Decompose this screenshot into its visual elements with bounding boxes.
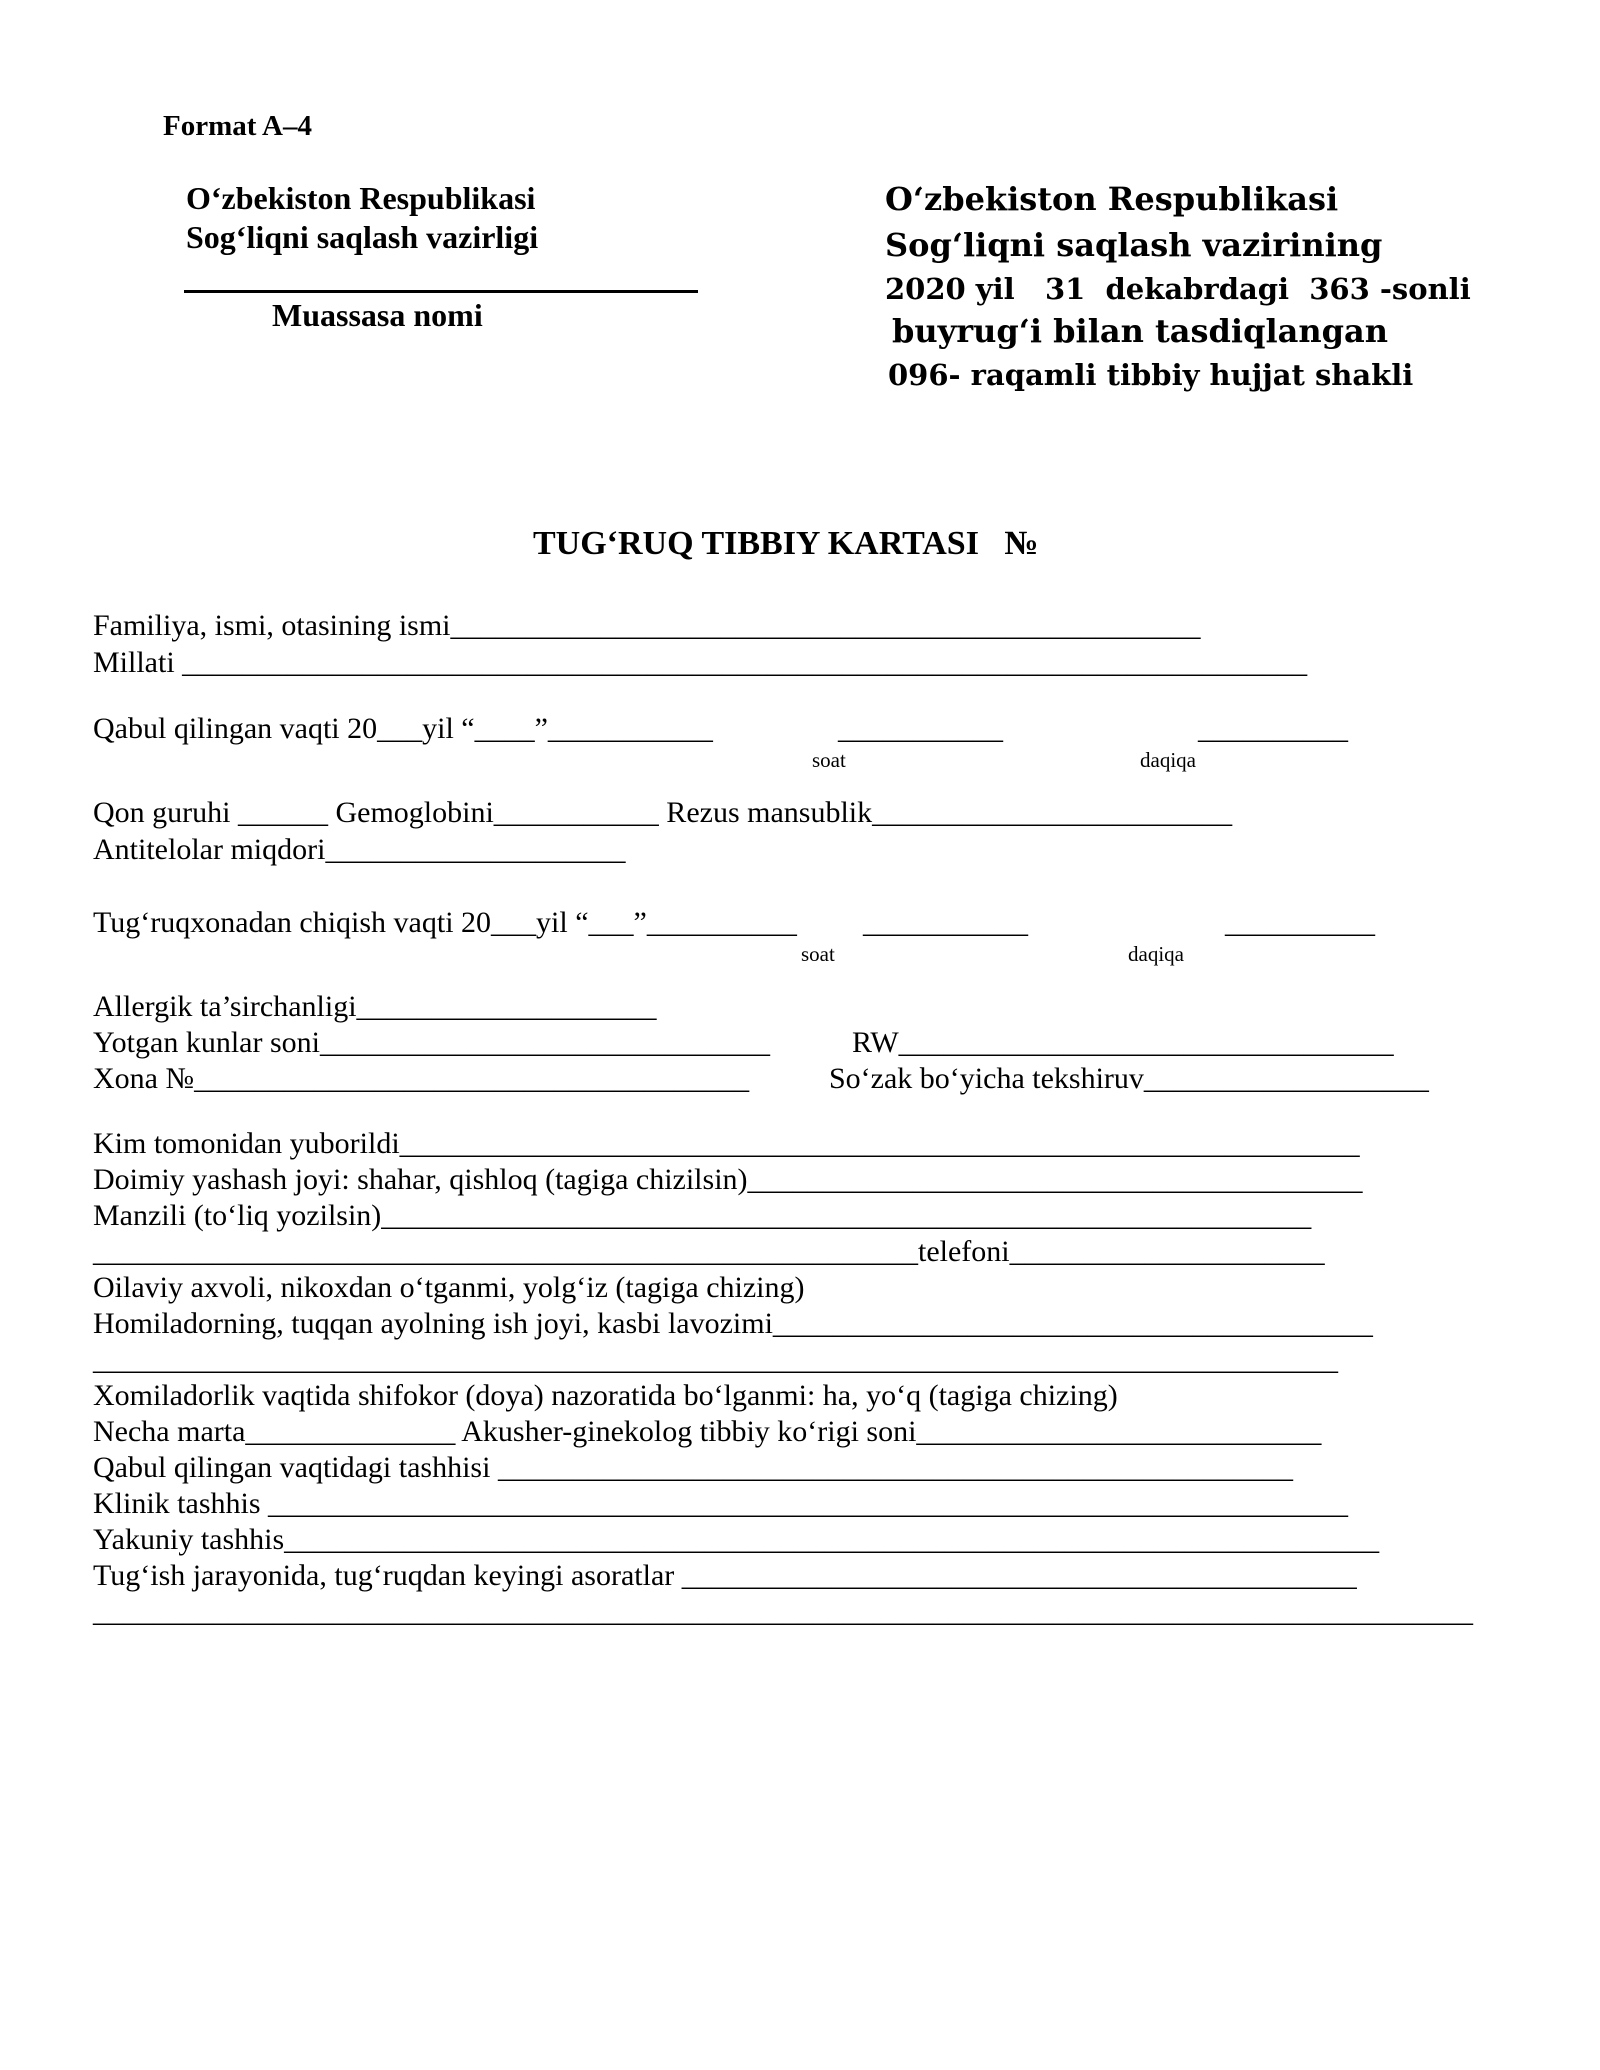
admission-diagnosis-field[interactable]: Qabul qilingan vaqtidagi tashhisi _____________________________________________________	[93, 1451, 1293, 1484]
admission-minute-caption: daqiqa	[1140, 748, 1196, 772]
discharge-hour-caption: soat	[801, 942, 835, 966]
workplace-continuation-field[interactable]: ___________________________________________________________________________________	[93, 1343, 1338, 1376]
admission-hour-field[interactable]: ___________	[838, 712, 1003, 745]
admission-minute-field[interactable]: __________	[1198, 712, 1348, 745]
discharge-minute-field[interactable]: __________	[1225, 906, 1375, 939]
blood-group-field[interactable]: Qon guruhi ______ Gemoglobini___________ Rezus mansublik________________________	[93, 796, 1233, 829]
admission-time-field[interactable]: Qabul qilingan vaqti 20___yil “____”___________	[93, 712, 713, 745]
institution-name-line[interactable]	[184, 290, 698, 293]
address-continuation-field[interactable]: _______________________________________________________telefoni_____________________	[93, 1235, 1325, 1268]
marital-status-line[interactable]: Oilaviy axvoli, nikoxdan o‘tganmi, yolg‘iz (tagiga chizing)	[93, 1271, 805, 1304]
document-title: TUG‘RUQ TIBBIY KARTASI №	[533, 525, 1039, 562]
workplace-field[interactable]: Homiladorning, tuqqan ayolning ish joyi, kasbi lavozimi________________________________________	[93, 1307, 1373, 1340]
right-header-line1: O‘zbekiston Respublikasi	[885, 180, 1339, 218]
admission-hour-caption: soat	[812, 748, 846, 772]
urine-test-field[interactable]: So‘zak bo‘yicha tekshiruv___________________	[829, 1062, 1429, 1095]
nationality-field[interactable]: Millati ___________________________________________________________________________	[93, 646, 1308, 679]
right-header-line5: 096- raqamli tibbiy hujjat shakli	[888, 358, 1414, 392]
prenatal-supervision-line[interactable]: Xomiladorlik vaqtida shifokor (doya) nazoratida bo‘lganmi: ha, yo‘q (tagiga chizing)	[93, 1379, 1118, 1412]
discharge-hour-field[interactable]: ___________	[863, 906, 1028, 939]
right-header-line3: 2020 yil 31 dekabrdagi 363 -sonli	[885, 272, 1471, 306]
institution-caption: Muassasa nomi	[272, 297, 483, 333]
discharge-time-field[interactable]: Tug‘ruqxonadan chiqish vaqti 20___yil “___”__________	[93, 906, 797, 939]
left-header-line1: O‘zbekiston Respublikasi	[186, 180, 536, 216]
room-field[interactable]: Xona №_____________________________________	[93, 1062, 750, 1095]
bed-days-field[interactable]: Yotgan kunlar soni______________________________	[93, 1026, 770, 1059]
visits-field[interactable]: Necha marta______________ Akusher-ginekolog tibbiy ko‘rigi soni___________________________	[93, 1415, 1322, 1448]
right-header-line2: Sog‘liqni saqlash vazirining	[885, 226, 1383, 264]
antibodies-field[interactable]: Antitelolar miqdori____________________	[93, 833, 626, 866]
complications-field[interactable]: Tug‘ish jarayonida, tug‘ruqdan keyingi asoratlar _____________________________________________	[93, 1559, 1357, 1592]
rw-field[interactable]: RW_________________________________	[852, 1026, 1394, 1059]
residence-field[interactable]: Doimiy yashash joyi: shahar, qishloq (tagiga chizilsin)_________________________________________	[93, 1163, 1363, 1196]
address-field[interactable]: Manzili (to‘liq yozilsin)______________________________________________________________	[93, 1199, 1312, 1232]
left-header-line2: Sog‘liqni saqlash vazirligi	[186, 219, 539, 255]
final-diagnosis-field[interactable]: Yakuniy tashhis_________________________________________________________________________	[93, 1523, 1380, 1556]
clinical-diagnosis-field[interactable]: Klinik tashhis ________________________________________________________________________	[93, 1487, 1349, 1520]
format-label: Format A–4	[163, 110, 312, 142]
referred-by-field[interactable]: Kim tomonidan yuborildi________________________________________________________________	[93, 1127, 1360, 1160]
allergy-field[interactable]: Allergik ta’sirchanligi____________________	[93, 990, 657, 1023]
discharge-minute-caption: daqiqa	[1128, 942, 1184, 966]
full-name-field[interactable]: Familiya, ismi, otasining ismi__________________________________________________	[93, 609, 1201, 642]
right-header-line4: buyrug‘i bilan tasdiqlangan	[892, 312, 1388, 350]
complications-continuation-field[interactable]: ____________________________________________________________________________________________	[93, 1595, 1473, 1628]
